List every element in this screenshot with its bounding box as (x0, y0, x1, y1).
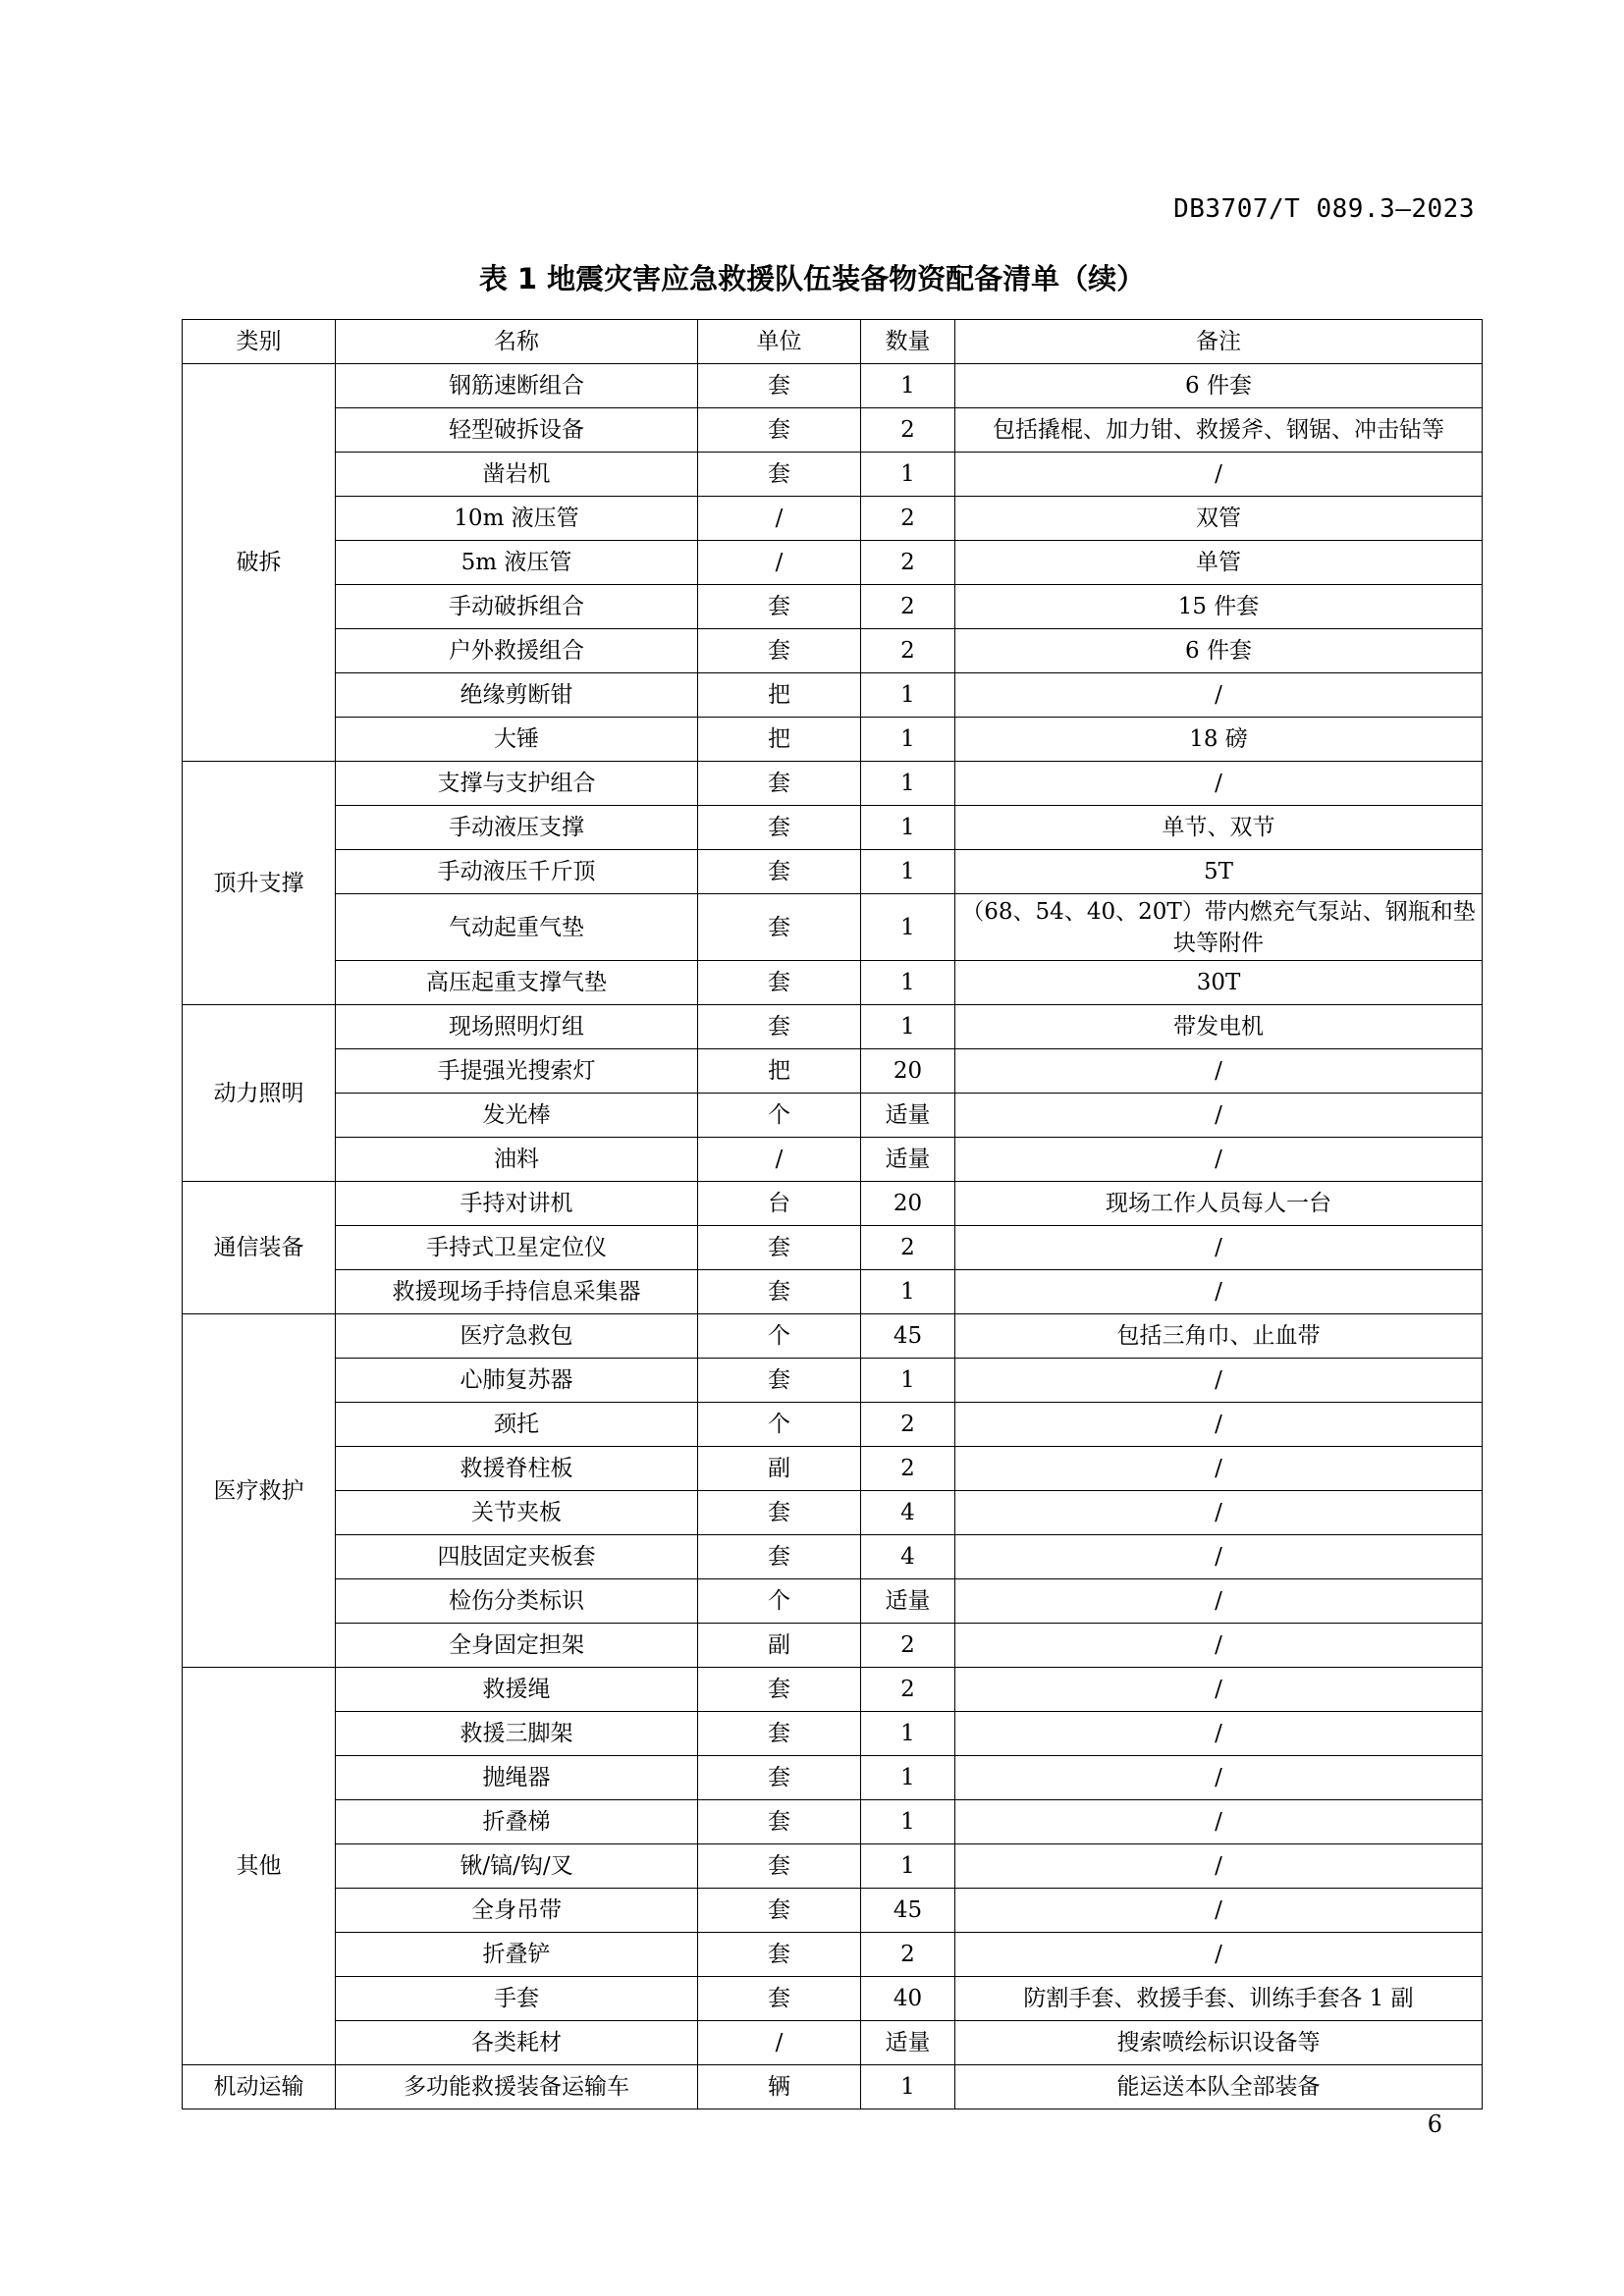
category-cell: 机动运输 (183, 2065, 336, 2109)
item-name-cell: 高压起重支撑气垫 (336, 961, 698, 1005)
quantity-cell: 45 (861, 1889, 955, 1933)
table-row (183, 1403, 1483, 1447)
remarks-cell: / (955, 1712, 1483, 1756)
table-row (183, 585, 1483, 629)
item-name-cell: 各类耗材 (336, 2021, 698, 2065)
unit-cell: 个 (698, 1403, 861, 1447)
table-row (183, 1668, 1483, 1712)
unit-cell: 套 (698, 1270, 861, 1314)
quantity-cell: 4 (861, 1535, 955, 1579)
table-row (183, 1005, 1483, 1049)
unit-cell: 套 (698, 961, 861, 1005)
category-cell: 动力照明 (183, 1005, 336, 1182)
item-name-cell: 手动液压千斤顶 (336, 850, 698, 894)
unit-cell: 套 (698, 1226, 861, 1270)
quantity-cell: 1 (861, 1270, 955, 1314)
quantity-cell: 2 (861, 1403, 955, 1447)
column-header-category: 类别 (183, 320, 336, 364)
unit-cell: 套 (698, 1756, 861, 1800)
quantity-cell: 适量 (861, 2021, 955, 2065)
quantity-cell: 1 (861, 1005, 955, 1049)
quantity-cell: 适量 (861, 1579, 955, 1624)
remarks-cell: / (955, 673, 1483, 718)
table-row (183, 762, 1483, 806)
remarks-cell: 带发电机 (955, 1005, 1483, 1049)
unit-cell: 套 (698, 894, 861, 961)
table-row (183, 1624, 1483, 1668)
quantity-cell: 1 (861, 1712, 955, 1756)
remarks-cell: / (955, 453, 1483, 497)
item-name-cell: 支撑与支护组合 (336, 762, 698, 806)
table-row (183, 1049, 1483, 1094)
category-cell: 通信装备 (183, 1182, 336, 1314)
remarks-cell: 防割手套、救援手套、训练手套各 1 副 (955, 1977, 1483, 2021)
remarks-cell: 包括撬棍、加力钳、救援斧、钢锯、冲击钻等 (955, 408, 1483, 453)
item-name-cell: 发光棒 (336, 1094, 698, 1138)
item-name-cell: 手持式卫星定位仪 (336, 1226, 698, 1270)
remarks-cell: / (955, 1889, 1483, 1933)
remarks-cell: 现场工作人员每人一台 (955, 1182, 1483, 1226)
unit-cell: 个 (698, 1314, 861, 1359)
remarks-cell: 包括三角巾、止血带 (955, 1314, 1483, 1359)
remarks-cell: / (955, 1403, 1483, 1447)
item-name-cell: 凿岩机 (336, 453, 698, 497)
unit-cell: 个 (698, 1579, 861, 1624)
unit-cell: 套 (698, 1844, 861, 1889)
remarks-cell: 6 件套 (955, 629, 1483, 673)
unit-cell: 套 (698, 1933, 861, 1977)
column-header-unit: 单位 (698, 320, 861, 364)
item-name-cell: 全身吊带 (336, 1889, 698, 1933)
unit-cell: 套 (698, 408, 861, 453)
category-cell: 其他 (183, 1668, 336, 2065)
table-row (183, 1359, 1483, 1403)
unit-cell: 套 (698, 1005, 861, 1049)
remarks-cell: 18 磅 (955, 718, 1483, 762)
table-row (183, 2065, 1483, 2109)
quantity-cell: 1 (861, 1359, 955, 1403)
remarks-cell: 15 件套 (955, 585, 1483, 629)
item-name-cell: 关节夹板 (336, 1491, 698, 1535)
remarks-cell: / (955, 1094, 1483, 1138)
quantity-cell: 1 (861, 453, 955, 497)
table-row (183, 541, 1483, 585)
table-row (183, 850, 1483, 894)
table-row (183, 1094, 1483, 1138)
item-name-cell: 救援现场手持信息采集器 (336, 1270, 698, 1314)
remarks-cell: / (955, 762, 1483, 806)
remarks-cell: / (955, 1800, 1483, 1844)
remarks-cell: / (955, 1359, 1483, 1403)
item-name-cell: 手持对讲机 (336, 1182, 698, 1226)
table-row (183, 961, 1483, 1005)
unit-cell: 套 (698, 453, 861, 497)
remarks-cell: 单节、双节 (955, 806, 1483, 850)
quantity-cell: 1 (861, 806, 955, 850)
item-name-cell: 手提强光搜索灯 (336, 1049, 698, 1094)
page-number: 6 (1427, 2110, 1442, 2138)
item-name-cell: 现场照明灯组 (336, 1005, 698, 1049)
quantity-cell: 1 (861, 1800, 955, 1844)
item-name-cell: 油料 (336, 1138, 698, 1182)
item-name-cell: 气动起重气垫 (336, 894, 698, 961)
quantity-cell: 4 (861, 1491, 955, 1535)
item-name-cell: 钢筋速断组合 (336, 364, 698, 408)
remarks-cell: / (955, 1447, 1483, 1491)
table-row (183, 1138, 1483, 1182)
quantity-cell: 适量 (861, 1138, 955, 1182)
item-name-cell: 全身固定担架 (336, 1624, 698, 1668)
quantity-cell: 2 (861, 1624, 955, 1668)
document-code: DB3707/T 089.3—2023 (1173, 194, 1475, 224)
remarks-cell: / (955, 1844, 1483, 1889)
remarks-cell: 6 件套 (955, 364, 1483, 408)
column-header-name: 名称 (336, 320, 698, 364)
table-row (183, 1226, 1483, 1270)
item-name-cell: 心肺复苏器 (336, 1359, 698, 1403)
quantity-cell: 2 (861, 541, 955, 585)
item-name-cell: 绝缘剪断钳 (336, 673, 698, 718)
table-row (183, 806, 1483, 850)
item-name-cell: 手套 (336, 1977, 698, 2021)
remarks-cell: / (955, 1491, 1483, 1535)
unit-cell: 副 (698, 1624, 861, 1668)
table-row (183, 364, 1483, 408)
remarks-cell: / (955, 1138, 1483, 1182)
quantity-cell: 1 (861, 894, 955, 961)
item-name-cell: 轻型破拆设备 (336, 408, 698, 453)
item-name-cell: 救援绳 (336, 1668, 698, 1712)
item-name-cell: 手动破拆组合 (336, 585, 698, 629)
remarks-cell: 双管 (955, 497, 1483, 541)
table-row (183, 1270, 1483, 1314)
unit-cell: 把 (698, 718, 861, 762)
unit-cell: 个 (698, 1094, 861, 1138)
remarks-cell: 5T (955, 850, 1483, 894)
equipment-table-container (182, 319, 1482, 2109)
item-name-cell: 5m 液压管 (336, 541, 698, 585)
unit-cell: 把 (698, 673, 861, 718)
unit-cell: 套 (698, 1535, 861, 1579)
unit-cell: / (698, 497, 861, 541)
item-name-cell: 检伤分类标识 (336, 1579, 698, 1624)
table-row (183, 1491, 1483, 1535)
unit-cell: 套 (698, 629, 861, 673)
column-header-remarks: 备注 (955, 320, 1483, 364)
remarks-cell: / (955, 1535, 1483, 1579)
table-row (183, 1535, 1483, 1579)
unit-cell: 套 (698, 364, 861, 408)
item-name-cell: 手动液压支撑 (336, 806, 698, 850)
category-cell: 医疗救护 (183, 1314, 336, 1668)
table-row (183, 1314, 1483, 1359)
unit-cell: 套 (698, 1491, 861, 1535)
unit-cell: 套 (698, 850, 861, 894)
table-row (183, 453, 1483, 497)
unit-cell: 套 (698, 1889, 861, 1933)
unit-cell: 套 (698, 762, 861, 806)
quantity-cell: 1 (861, 2065, 955, 2109)
unit-cell: 套 (698, 806, 861, 850)
quantity-cell: 1 (861, 850, 955, 894)
quantity-cell: 1 (861, 364, 955, 408)
remarks-cell: / (955, 1756, 1483, 1800)
item-name-cell: 多功能救援装备运输车 (336, 2065, 698, 2109)
unit-cell: 副 (698, 1447, 861, 1491)
equipment-table (182, 319, 1483, 2109)
quantity-cell: 1 (861, 1756, 955, 1800)
remarks-cell: （68、54、40、20T）带内燃充气泵站、钢瓶和垫块等附件 (955, 894, 1483, 961)
remarks-cell: / (955, 1624, 1483, 1668)
table-title: 表 1 地震灾害应急救援队伍装备物资配备清单（续） (478, 262, 1146, 295)
table-row (183, 718, 1483, 762)
item-name-cell: 10m 液压管 (336, 497, 698, 541)
remarks-cell: 30T (955, 961, 1483, 1005)
remarks-cell: 能运送本队全部装备 (955, 2065, 1483, 2109)
quantity-cell: 2 (861, 1933, 955, 1977)
table-row (183, 1579, 1483, 1624)
quantity-cell: 2 (861, 1447, 955, 1491)
category-cell: 破拆 (183, 364, 336, 762)
quantity-cell: 2 (861, 408, 955, 453)
item-name-cell: 救援脊柱板 (336, 1447, 698, 1491)
quantity-cell: 20 (861, 1182, 955, 1226)
table-header-row (183, 320, 1483, 364)
item-name-cell: 医疗急救包 (336, 1314, 698, 1359)
item-name-cell: 锹/镐/钩/叉 (336, 1844, 698, 1889)
quantity-cell: 1 (861, 1844, 955, 1889)
quantity-cell: 45 (861, 1314, 955, 1359)
unit-cell: 台 (698, 1182, 861, 1226)
table-row (183, 408, 1483, 453)
quantity-cell: 2 (861, 1668, 955, 1712)
item-name-cell: 救援三脚架 (336, 1712, 698, 1756)
unit-cell: 套 (698, 585, 861, 629)
quantity-cell: 1 (861, 718, 955, 762)
table-row (183, 2021, 1483, 2065)
remarks-cell: / (955, 1933, 1483, 1977)
item-name-cell: 大锤 (336, 718, 698, 762)
unit-cell: 套 (698, 1359, 861, 1403)
item-name-cell: 四肢固定夹板套 (336, 1535, 698, 1579)
table-row (183, 1889, 1483, 1933)
table-row (183, 1182, 1483, 1226)
remarks-cell: 单管 (955, 541, 1483, 585)
item-name-cell: 折叠梯 (336, 1800, 698, 1844)
table-row (183, 1712, 1483, 1756)
table-row (183, 1447, 1483, 1491)
remarks-cell: 搜索喷绘标识设备等 (955, 2021, 1483, 2065)
remarks-cell: / (955, 1226, 1483, 1270)
remarks-cell: / (955, 1270, 1483, 1314)
table-row (183, 894, 1483, 961)
quantity-cell: 2 (861, 585, 955, 629)
column-header-quantity: 数量 (861, 320, 955, 364)
quantity-cell: 1 (861, 673, 955, 718)
unit-cell: / (698, 2021, 861, 2065)
unit-cell: / (698, 541, 861, 585)
quantity-cell: 2 (861, 1226, 955, 1270)
table-row (183, 1756, 1483, 1800)
quantity-cell: 适量 (861, 1094, 955, 1138)
quantity-cell: 40 (861, 1977, 955, 2021)
unit-cell: 套 (698, 1712, 861, 1756)
table-row (183, 1977, 1483, 2021)
item-name-cell: 颈托 (336, 1403, 698, 1447)
quantity-cell: 2 (861, 497, 955, 541)
table-row (183, 1800, 1483, 1844)
table-row (183, 497, 1483, 541)
quantity-cell: 1 (861, 762, 955, 806)
table-row (183, 1844, 1483, 1889)
table-row (183, 673, 1483, 718)
unit-cell: 套 (698, 1668, 861, 1712)
item-name-cell: 户外救援组合 (336, 629, 698, 673)
quantity-cell: 2 (861, 629, 955, 673)
unit-cell: 套 (698, 1977, 861, 2021)
remarks-cell: / (955, 1579, 1483, 1624)
unit-cell: 套 (698, 1800, 861, 1844)
table-row (183, 629, 1483, 673)
table-body (183, 364, 1483, 2109)
item-name-cell: 折叠铲 (336, 1933, 698, 1977)
remarks-cell: / (955, 1668, 1483, 1712)
remarks-cell: / (955, 1049, 1483, 1094)
unit-cell: 辆 (698, 2065, 861, 2109)
item-name-cell: 抛绳器 (336, 1756, 698, 1800)
category-cell: 顶升支撑 (183, 762, 336, 1005)
unit-cell: / (698, 1138, 861, 1182)
unit-cell: 把 (698, 1049, 861, 1094)
quantity-cell: 20 (861, 1049, 955, 1094)
quantity-cell: 1 (861, 961, 955, 1005)
table-row (183, 1933, 1483, 1977)
